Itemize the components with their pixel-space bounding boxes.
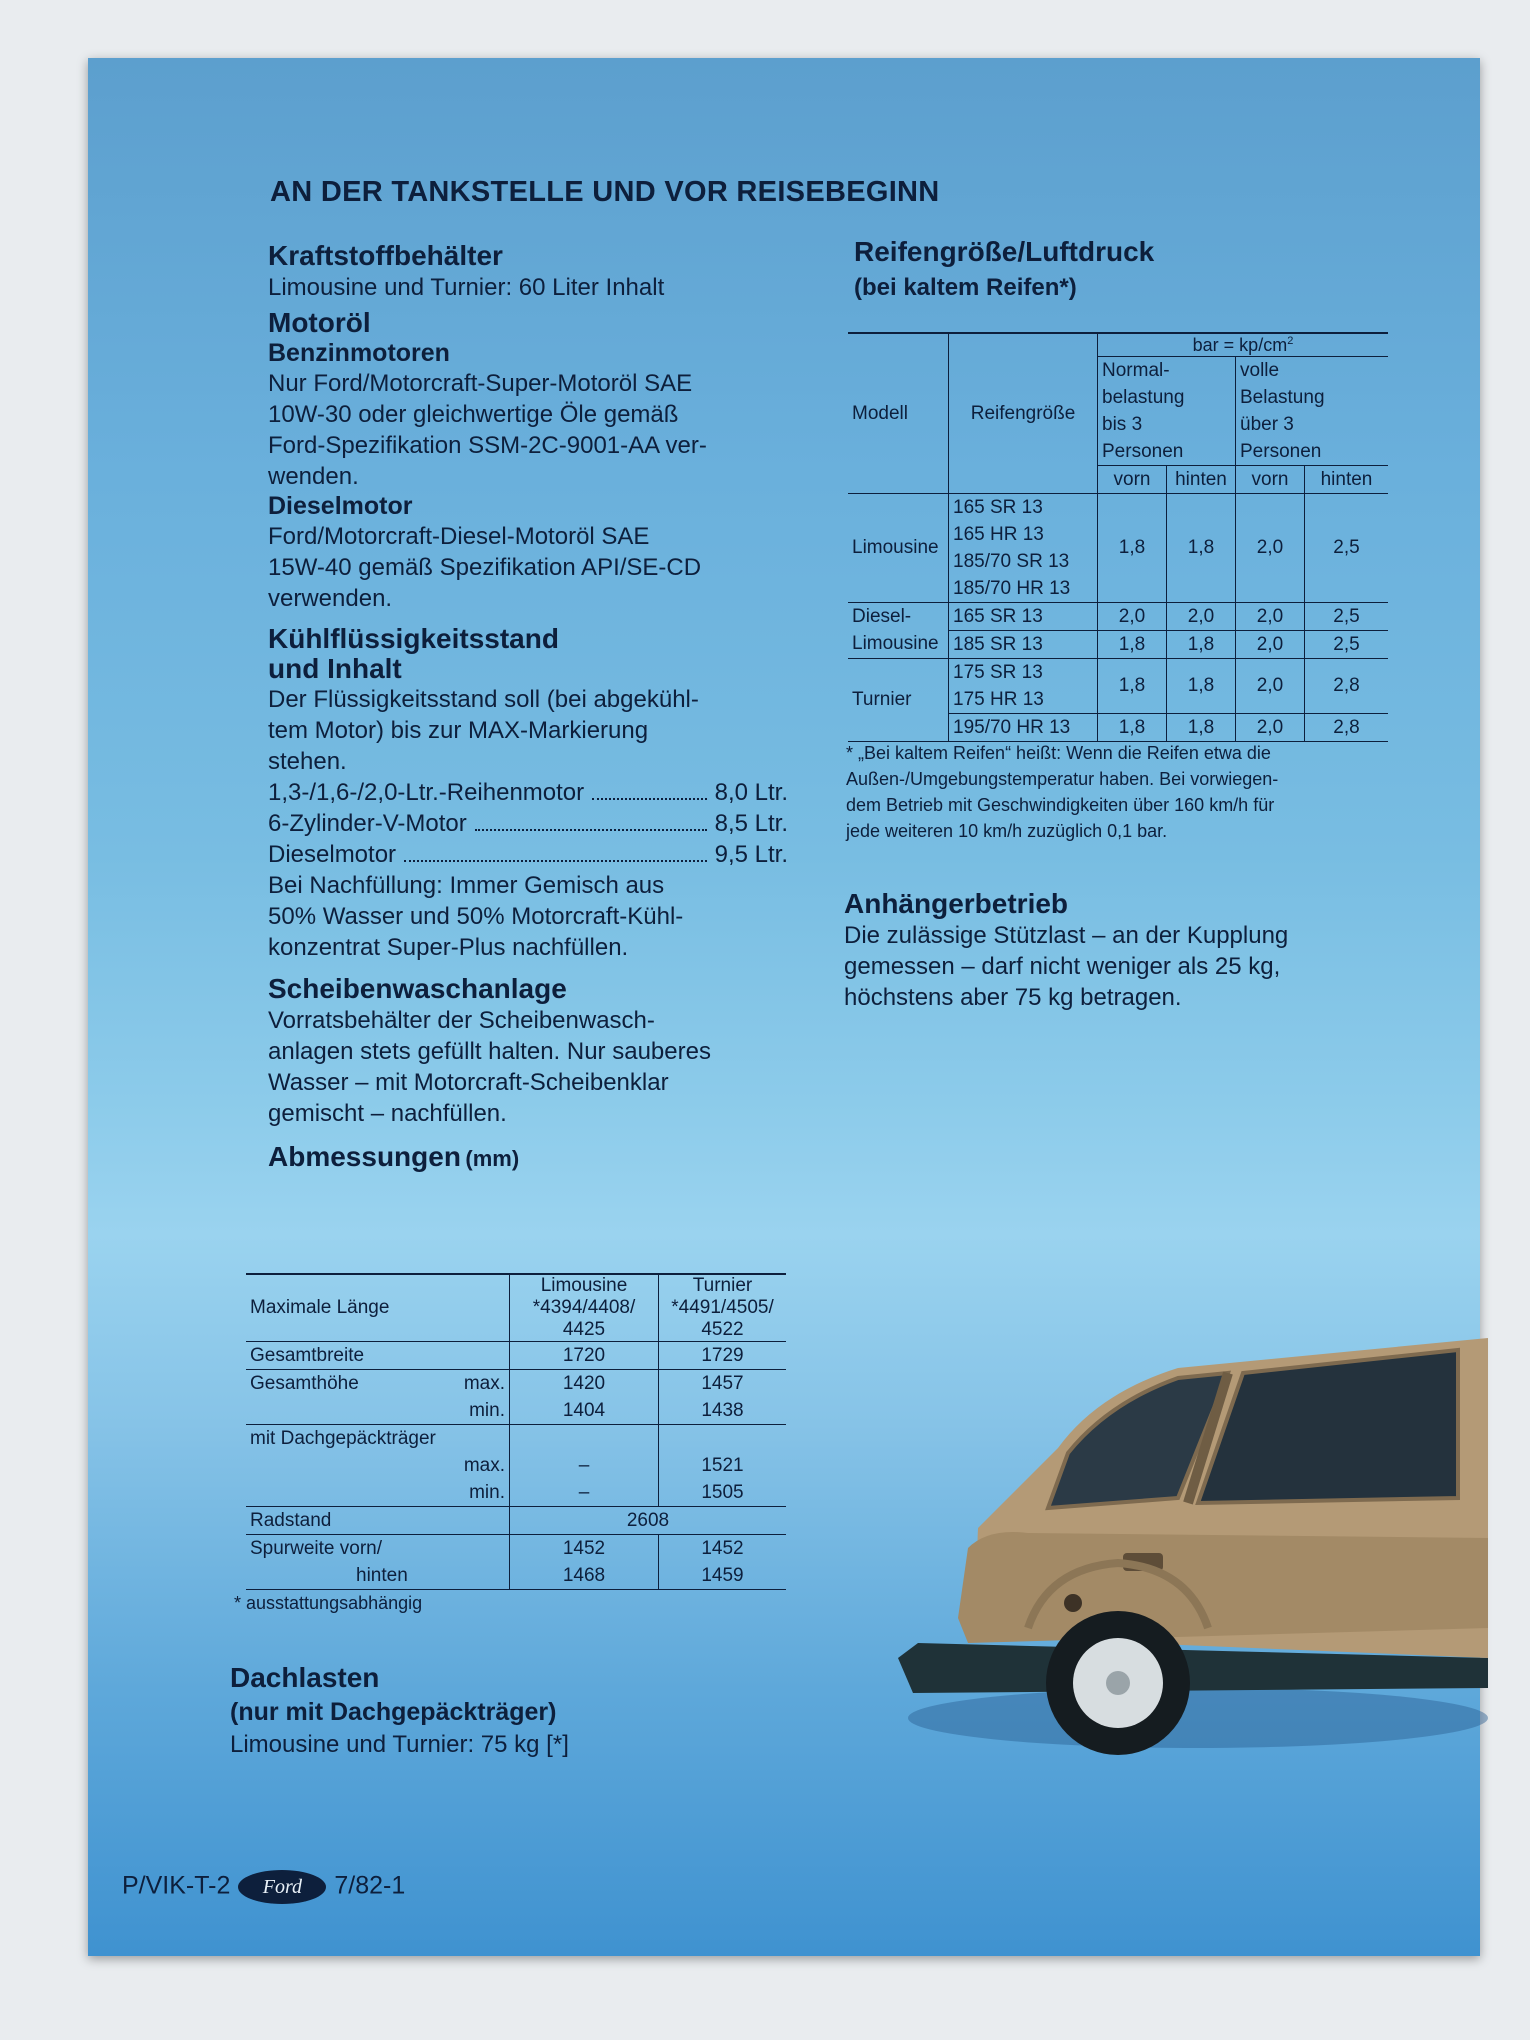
footnote-line: jede weiteren 10 km/h zuzüglich 0,1 bar. xyxy=(846,821,1168,841)
pressure-value: 1,8 xyxy=(1098,659,1167,714)
dimensions-unit: (mm) xyxy=(465,1146,520,1171)
leader-dots xyxy=(475,808,707,831)
col-full-line: über 3 xyxy=(1240,414,1294,435)
footnote-line: * „Bei kaltem Reifen“ heißt: Wenn die Reifen etwa die xyxy=(846,743,1271,763)
dimensions-footnote: * ausstattungsabhängig xyxy=(234,1593,423,1613)
coolant-heading: Kühlflüssigkeitsstand xyxy=(268,623,559,654)
pressure-value: 2,5 xyxy=(1305,603,1389,631)
fuel-heading: Kraftstoffbehälter xyxy=(268,240,503,271)
col-turnier xyxy=(659,1274,787,1342)
roof-text: Limousine und Turnier: 75 kg [*] xyxy=(230,1731,569,1758)
capacity-row xyxy=(268,808,788,839)
height-min-lim: 1404 xyxy=(510,1397,659,1425)
capacity-label: Dieselmotor xyxy=(268,841,397,868)
washer-line: anlagen stets gefüllt halten. Nur sauberes xyxy=(268,1038,711,1065)
model-limousine: Limousine xyxy=(848,494,949,603)
coolant-intro: tem Motor) bis zur MAX-Markierung xyxy=(268,717,649,744)
row-height xyxy=(246,1370,510,1398)
rear-label: hinten xyxy=(1305,466,1389,494)
washer-line: gemischt – nachfüllen. xyxy=(268,1100,507,1127)
washer-line: Vorratsbehälter der Scheibenwasch- xyxy=(268,1007,655,1034)
pressure-value: 2,8 xyxy=(1305,714,1389,742)
petrol-line: wenden. xyxy=(268,463,359,490)
row-track-rear: hinten xyxy=(246,1562,510,1590)
col-limousine-length-2: 4425 xyxy=(562,1319,606,1340)
capacity-value: 8,5 Ltr. xyxy=(714,810,788,837)
capacity-value: 8,0 Ltr. xyxy=(714,779,788,806)
height-max-lim: 1420 xyxy=(510,1370,659,1398)
roof-min-tur: 1505 xyxy=(659,1479,787,1507)
rear-label: hinten xyxy=(1167,466,1236,494)
leader-dots xyxy=(404,839,707,862)
height-max-tur: 1457 xyxy=(659,1370,787,1398)
tire-size: 165 HR 13 xyxy=(953,524,1044,545)
tire-size: 195/70 HR 13 xyxy=(949,714,1098,742)
leader-dots xyxy=(592,777,706,800)
col-model: Modell xyxy=(848,333,949,494)
min-label: min. xyxy=(246,1479,510,1507)
footer-code xyxy=(122,1870,405,1904)
model-diesel: Diesel- xyxy=(852,605,912,627)
col-limousine-title: Limousine xyxy=(540,1275,628,1296)
col-turnier-title: Turnier xyxy=(692,1275,753,1296)
col-size: Reifengröße xyxy=(949,333,1098,494)
front-label: vorn xyxy=(1236,466,1305,494)
col-turnier-length: *4491/4505/ xyxy=(671,1297,774,1318)
capacity-row xyxy=(268,839,788,870)
tire-size: 185/70 SR 13 xyxy=(953,551,1070,572)
max-label: max. xyxy=(463,1372,505,1394)
petrol-line: 10W-30 oder gleichwertige Öle gemäß xyxy=(268,401,679,428)
tires-subheading: (bei kaltem Reifen*) xyxy=(854,274,1077,301)
dimensions-table xyxy=(246,1273,786,1590)
tire-size: 185 SR 13 xyxy=(949,631,1098,659)
capacity-label: 1,3-/1,6-/2,0-Ltr.-Reihenmotor xyxy=(268,779,585,806)
row-roof-rack: mit Dachgepäckträger xyxy=(250,1427,436,1449)
col-normal-line: Personen xyxy=(1102,441,1184,462)
width-lim: 1720 xyxy=(510,1342,659,1370)
pressure-value: 2,0 xyxy=(1236,603,1305,631)
min-label: min. xyxy=(246,1397,510,1425)
pressure-value: 2,0 xyxy=(1236,714,1305,742)
ford-logo-icon: Ford xyxy=(238,1870,326,1904)
pressure-value: 2,0 xyxy=(1167,603,1236,631)
roof-subheading: (nur mit Dachgepäckträger) xyxy=(230,1698,557,1726)
washer-heading: Scheibenwaschanlage xyxy=(268,973,567,1004)
footnote-line: dem Betrieb mit Geschwindigkeiten über 160 km/h für xyxy=(846,795,1275,815)
max-label: max. xyxy=(463,1454,505,1476)
roof-load-section xyxy=(230,1662,569,1760)
pressure-value: 1,8 xyxy=(1098,631,1167,659)
front-label: vorn xyxy=(1098,466,1167,494)
tire-size: 175 SR 13 xyxy=(953,662,1043,683)
washer-line: Wasser – mit Motorcraft-Scheibenklar xyxy=(268,1069,669,1096)
trailer-heading: Anhängerbetrieb xyxy=(844,888,1069,919)
capacity-row xyxy=(268,777,788,808)
pressure-value: 2,5 xyxy=(1305,631,1389,659)
roof-max-tur: 1521 xyxy=(659,1452,787,1479)
pressure-value: 2,5 xyxy=(1305,494,1389,603)
lim-sizes xyxy=(949,494,1098,603)
wheelbase-value: 2608 xyxy=(510,1507,787,1535)
track-front-lim: 1452 xyxy=(510,1535,659,1563)
fuel-text: Limousine und Turnier: 60 Liter Inhalt xyxy=(268,274,665,301)
tire-size: 185/70 HR 13 xyxy=(953,578,1071,599)
track-rear-tur: 1459 xyxy=(659,1562,787,1590)
coolant-refill: konzentrat Super-Plus nachfüllen. xyxy=(268,934,629,961)
pressure-value: 2,8 xyxy=(1305,659,1389,714)
pressure-value: 2,0 xyxy=(1236,659,1305,714)
col-full-line: volle xyxy=(1240,360,1280,381)
col-normal-line: belastung xyxy=(1102,387,1185,408)
trailer-line: gemessen – darf nicht weniger als 25 kg, xyxy=(844,953,1281,980)
car-rear-illustration xyxy=(898,1298,1488,1758)
trailer-line: höchstens aber 75 kg betragen. xyxy=(844,984,1182,1011)
diesel-line: Ford/Motorcraft-Diesel-Motoröl SAE xyxy=(268,523,650,550)
row-width: Gesamtbreite xyxy=(246,1342,510,1370)
tur-sizes xyxy=(949,659,1098,714)
tire-pressure-table xyxy=(848,332,1388,742)
trailer-section xyxy=(844,888,1444,1013)
tire-section-header xyxy=(854,236,1154,302)
unit-header: bar = $kp/cm^2$ xyxy=(1098,333,1389,357)
pressure-value: 1,8 xyxy=(1167,494,1236,603)
roof-heading: Dachlasten xyxy=(230,1662,380,1693)
col-limousine-length: *4394/4408/ xyxy=(532,1297,636,1318)
col-full-line: Personen xyxy=(1240,441,1322,462)
petrol-line: Ford-Spezifikation SSM-2C-9001-AA ver- xyxy=(268,432,707,459)
trailer-line: Die zulässige Stützlast – an der Kupplung xyxy=(844,922,1289,949)
empty-cell xyxy=(659,1425,787,1453)
pressure-value: 2,0 xyxy=(1236,494,1305,603)
footer-code-left: P/VIK-T-2 xyxy=(122,1871,231,1900)
roof-max-lim: – xyxy=(510,1452,659,1479)
tires-heading: Reifengröße/Luftdruck xyxy=(854,236,1155,267)
page-title: AN DER TANKSTELLE UND VOR REISEBEGINN xyxy=(270,176,940,208)
width-tur: 1729 xyxy=(659,1342,787,1370)
coolant-intro: Der Flüssigkeitsstand soll (bei abgekühl- xyxy=(268,686,699,713)
petrol-line: Nur Ford/Motorcraft-Super-Motoröl SAE xyxy=(268,370,693,397)
oil-heading: Motoröl xyxy=(268,307,371,338)
pressure-value: 2,0 xyxy=(1236,631,1305,659)
capacity-label: 6-Zylinder-V-Motor xyxy=(268,810,467,837)
roof-min-lim: – xyxy=(510,1479,659,1507)
coolant-refill: Bei Nachfüllung: Immer Gemisch aus xyxy=(268,872,665,899)
col-normal-line: Normal- xyxy=(1102,360,1170,381)
pressure-value: 1,8 xyxy=(1098,494,1167,603)
height-min-tur: 1438 xyxy=(659,1397,787,1425)
empty-cell xyxy=(510,1425,659,1453)
footer-code-right: 7/82-1 xyxy=(334,1871,406,1900)
track-front-tur: 1452 xyxy=(659,1535,787,1563)
brochure-page xyxy=(88,58,1480,1956)
col-turnier-length-2: 4522 xyxy=(701,1319,744,1340)
coolant-intro: stehen. xyxy=(268,748,347,775)
diesel-line: 15W-40 gemäß Spezifikation API/SE-CD xyxy=(268,554,702,581)
petrol-heading: Benzinmotoren xyxy=(268,339,450,367)
row-height-label: Gesamthöhe xyxy=(250,1372,359,1394)
footnote-line: Außen-/Umgebungstemperatur haben. Bei vorwiegen- xyxy=(846,769,1279,789)
diesel-line: verwenden. xyxy=(268,585,393,612)
dimensions-heading xyxy=(268,1141,908,1173)
track-rear-lim: 1468 xyxy=(510,1562,659,1590)
left-column xyxy=(268,240,908,1173)
col-full-line: Belastung xyxy=(1240,387,1325,408)
dimensions-title: Abmessungen xyxy=(268,1141,461,1172)
row-length: Maximale Länge xyxy=(246,1274,510,1342)
tire-size: 165 SR 13 xyxy=(953,497,1043,518)
coolant-refill: 50% Wasser und 50% Motorcraft-Kühl- xyxy=(268,903,684,930)
tire-size: 165 SR 13 xyxy=(949,603,1098,631)
pressure-value: 1,8 xyxy=(1098,714,1167,742)
unit-label: bar = kp/cm xyxy=(1192,334,1288,355)
col-normal-load xyxy=(1098,357,1236,466)
col-limousine xyxy=(510,1274,659,1342)
capacity-value: 9,5 Ltr. xyxy=(714,841,788,868)
pressure-value: 2,0 xyxy=(1098,603,1167,631)
coolant-heading-2: und Inhalt xyxy=(268,653,402,684)
row-wheelbase: Radstand xyxy=(246,1507,510,1535)
tires-footnote xyxy=(846,740,1406,844)
row-track: Spurweite vorn/ xyxy=(250,1537,383,1559)
model-diesel-2: Limousine xyxy=(848,631,949,659)
pressure-value: 1,8 xyxy=(1167,631,1236,659)
pressure-value: 1,8 xyxy=(1167,659,1236,714)
pressure-value: 1,8 xyxy=(1167,714,1236,742)
diesel-heading: Dieselmotor xyxy=(268,492,413,520)
col-normal-line: bis 3 xyxy=(1102,414,1143,435)
tire-size: 175 HR 13 xyxy=(953,689,1044,710)
col-full-load xyxy=(1236,357,1389,466)
model-turnier: Turnier xyxy=(848,659,949,742)
